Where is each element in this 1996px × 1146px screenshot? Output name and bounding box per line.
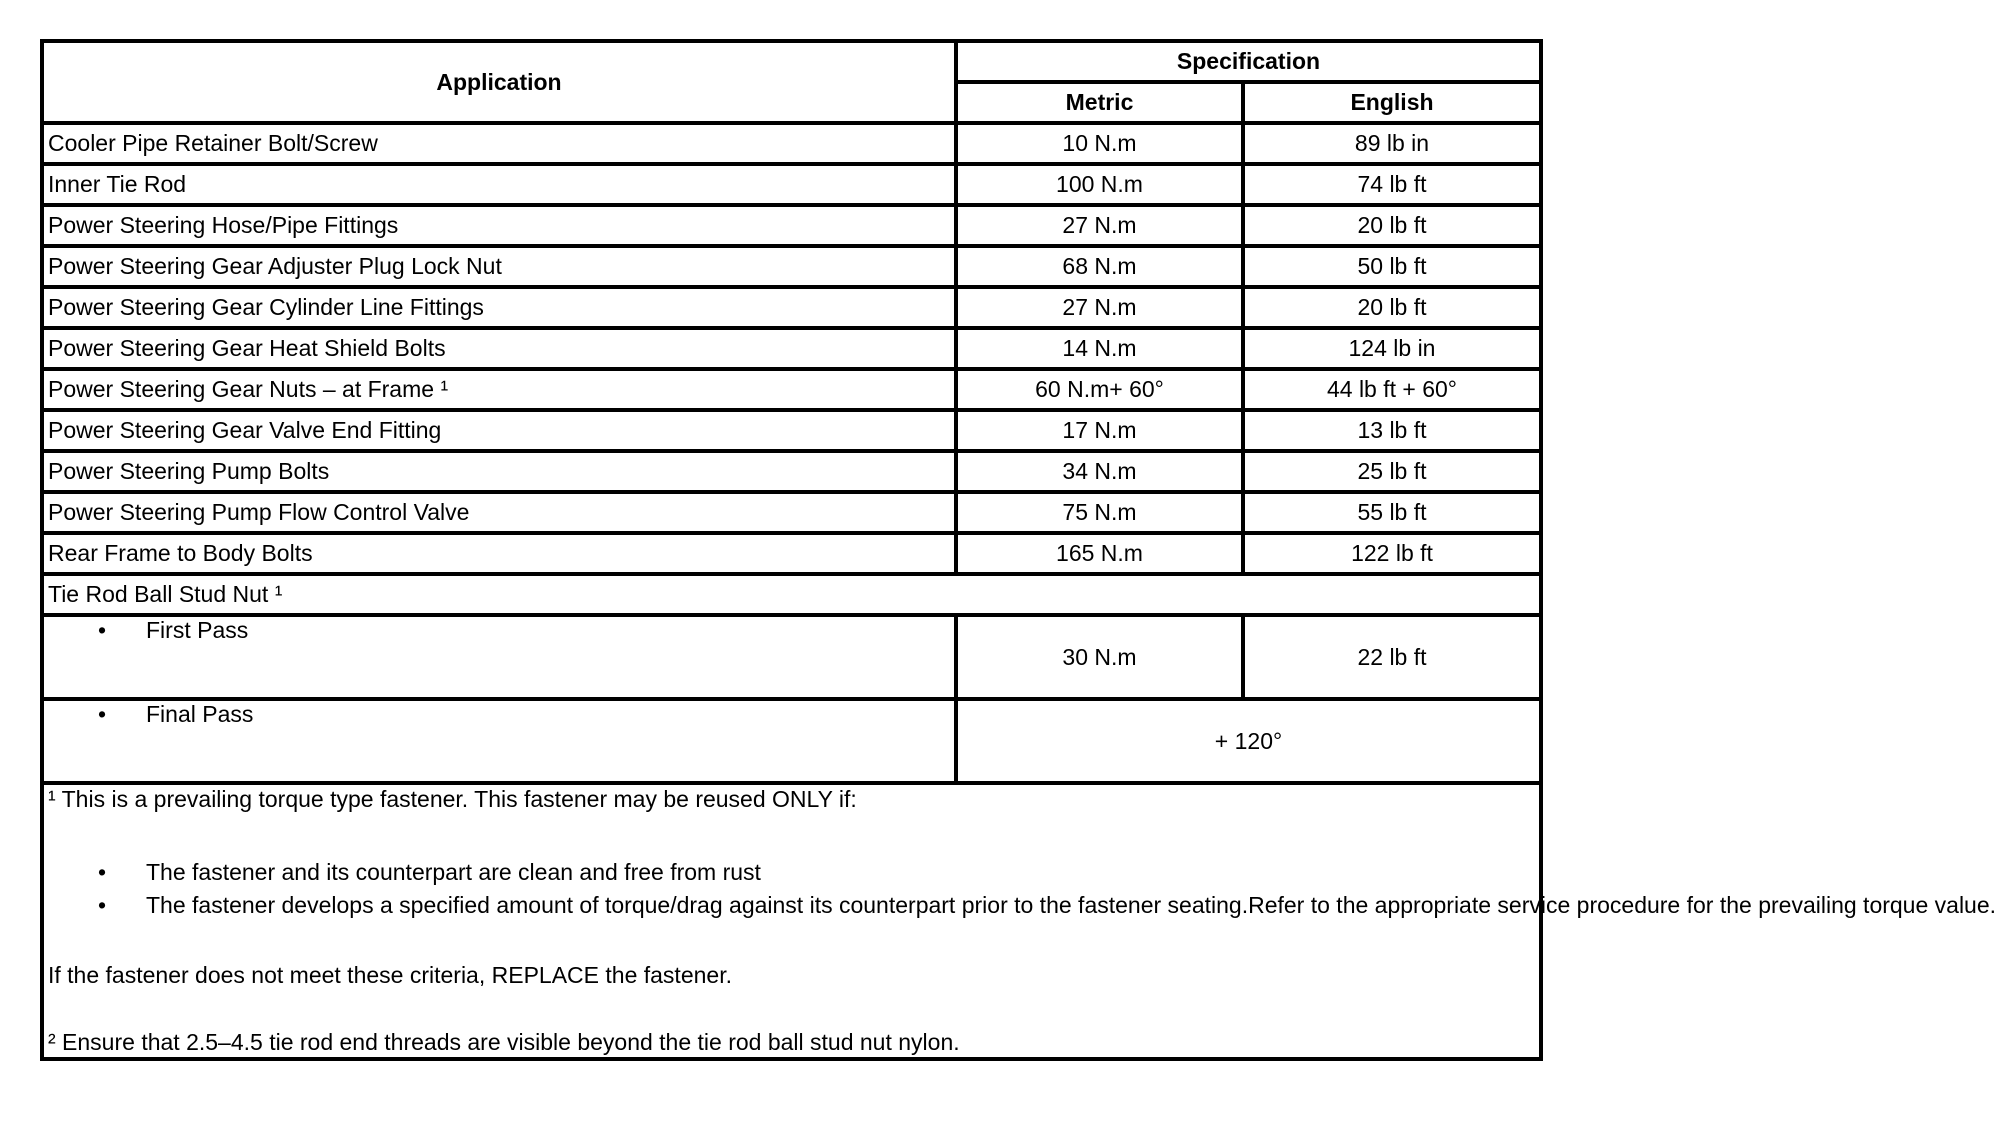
tie-rod-row [42, 574, 1541, 615]
english-cell: 55 lb ft [1243, 492, 1541, 533]
torque-spec-table [40, 39, 1996, 1061]
english-header: English [1243, 82, 1541, 123]
first-pass-label: First Pass [146, 617, 249, 643]
application-cell: Cooler Pipe Retainer Bolt/Screw [42, 123, 956, 164]
application-cell: Inner Tie Rod [42, 164, 956, 205]
application-cell: Rear Frame to Body Bolts [42, 533, 956, 574]
table-row [42, 533, 1541, 574]
metric-cell: 34 N.m [956, 451, 1243, 492]
table-row [42, 492, 1541, 533]
table-row [42, 451, 1541, 492]
metric-cell: 27 N.m [956, 287, 1243, 328]
metric-cell: 27 N.m [956, 205, 1243, 246]
metric-cell: 14 N.m [956, 328, 1243, 369]
first-pass-metric-cell: 30 N.m [956, 615, 1243, 699]
table-row [42, 123, 1541, 164]
application-cell: Power Steering Gear Cylinder Line Fittings [42, 287, 956, 328]
english-cell: 20 lb ft [1243, 287, 1541, 328]
application-cell: Power Steering Gear Adjuster Plug Lock Nut [42, 246, 956, 287]
criteria-text: The fastener and its counterpart are clean and free from rust [146, 859, 761, 885]
final-pass-cell [42, 699, 956, 783]
table-row [42, 246, 1541, 287]
first-pass-english-cell: 22 lb ft [1243, 615, 1541, 699]
first-pass-cell [42, 615, 956, 699]
metric-cell: 165 N.m [956, 533, 1243, 574]
english-cell: 25 lb ft [1243, 451, 1541, 492]
english-cell: 13 lb ft [1243, 410, 1541, 451]
application-cell: Power Steering Gear Nuts – at Frame ¹ [42, 369, 956, 410]
table-row [42, 328, 1541, 369]
metric-cell: 75 N.m [956, 492, 1243, 533]
final-pass-row [42, 699, 1541, 783]
table-row [42, 164, 1541, 205]
application-cell: Power Steering Gear Heat Shield Bolts [42, 328, 956, 369]
replace-note: If the fastener does not meet these criteria, REPLACE the fastener. [48, 962, 732, 988]
english-cell: 89 lb in [1243, 123, 1541, 164]
bullet-icon: • [98, 892, 107, 918]
metric-cell: 68 N.m [956, 246, 1243, 287]
footnote-1: ¹ This is a prevailing torque type fastener. This fastener may be reused ONLY if: [48, 786, 857, 812]
application-header: Application [42, 41, 956, 123]
application-cell: Power Steering Pump Bolts [42, 451, 956, 492]
tie-rod-application-cell: Tie Rod Ball Stud Nut ¹ [42, 574, 1541, 615]
metric-cell: 17 N.m [956, 410, 1243, 451]
metric-cell: 10 N.m [956, 123, 1243, 164]
english-cell: 44 lb ft + 60° [1243, 369, 1541, 410]
bullet-icon: • [98, 701, 107, 727]
english-cell: 122 lb ft [1243, 533, 1541, 574]
english-cell: 74 lb ft [1243, 164, 1541, 205]
metric-header: Metric [956, 82, 1243, 123]
table-row [42, 287, 1541, 328]
metric-cell: 100 N.m [956, 164, 1243, 205]
list-item [48, 858, 1535, 887]
bullet-icon: • [98, 617, 107, 643]
application-cell: Power Steering Hose/Pipe Fittings [42, 205, 956, 246]
table-row [42, 205, 1541, 246]
notes-cell [42, 783, 1996, 1059]
notes-row [42, 783, 1541, 1059]
english-cell: 50 lb ft [1243, 246, 1541, 287]
table-row [42, 369, 1541, 410]
final-pass-value-cell: + 120° [956, 699, 1541, 783]
table-row [42, 410, 1541, 451]
list-item [48, 891, 1996, 920]
criteria-text: The fastener develops a specified amount of torque/drag against its counterpart prior to the fastener seating.Refer to the appropriate service procedure for the prevailing torque value. [146, 892, 1996, 918]
specification-header: Specification [956, 41, 1541, 82]
first-pass-row [42, 615, 1541, 699]
application-cell: Power Steering Pump Flow Control Valve [42, 492, 956, 533]
metric-cell: 60 N.m+ 60° [956, 369, 1243, 410]
english-cell: 20 lb ft [1243, 205, 1541, 246]
application-cell: Power Steering Gear Valve End Fitting [42, 410, 956, 451]
footnote-2: ² Ensure that 2.5–4.5 tie rod end threads are visible beyond the tie rod ball stud nut nylon. [48, 1029, 960, 1055]
reuse-criteria-list [48, 858, 1996, 920]
bullet-icon: • [98, 859, 107, 885]
english-cell: 124 lb in [1243, 328, 1541, 369]
final-pass-label: Final Pass [146, 701, 254, 727]
